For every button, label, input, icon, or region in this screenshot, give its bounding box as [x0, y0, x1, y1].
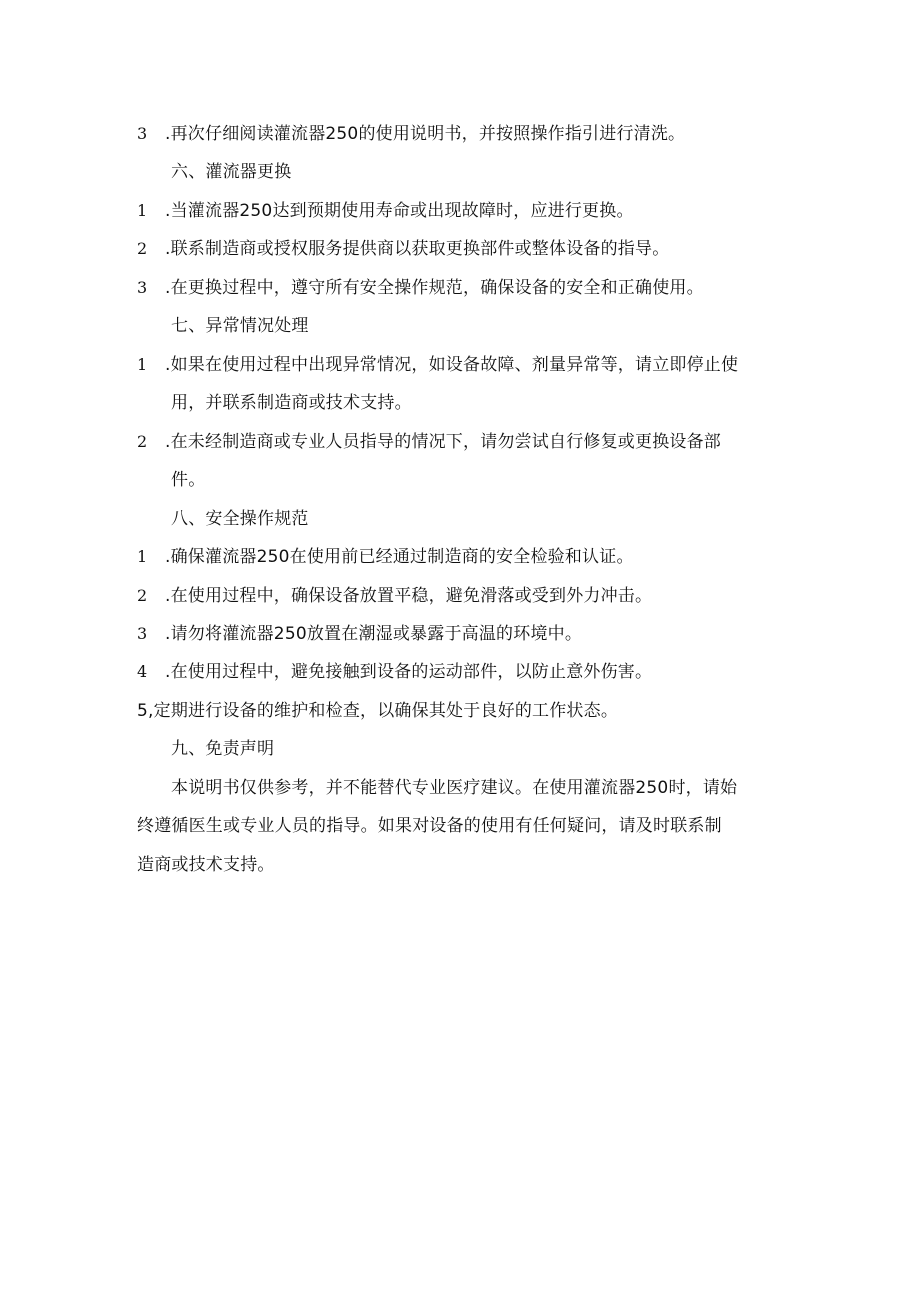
disclaimer-paragraph-line: 终遵循医生或专业人员的指导。如果对设备的使用有任何疑问，请及时联系制	[137, 816, 722, 836]
list-number: 3	[137, 624, 148, 643]
section-heading-9: 九、免责声明	[171, 739, 275, 759]
list-item	[137, 122, 685, 146]
list-text: .在使用过程中，避免接触到设备的运动部件，以防止意外伤害。	[165, 662, 653, 682]
list-item	[137, 430, 721, 454]
list-text: .在未经制造商或专业人员指导的情况下，请勿尝试自行修复或更换设备部	[165, 432, 722, 452]
list-number: 3	[137, 278, 148, 297]
list-text: .请勿将灌流器250放置在潮湿或暴露于高温的环境中。	[165, 624, 583, 644]
disclaimer-paragraph-line: 本说明书仅供参考，并不能替代专业医疗建议。在使用灌流器250时，请始	[171, 778, 738, 798]
list-text: .在更换过程中，遵守所有安全操作规范，确保设备的安全和正确使用。	[165, 278, 704, 298]
list-item: 5,定期进行设备的维护和检查，以确保其处于良好的工作状态。	[137, 701, 619, 721]
list-text: .再次仔细阅读灌流器250的使用说明书，并按照操作指引进行清洗。	[165, 124, 686, 144]
section-heading-8: 八、安全操作规范	[171, 509, 309, 529]
list-number: 3	[137, 124, 148, 143]
list-number: 4	[137, 662, 148, 681]
list-number: 2	[137, 586, 148, 605]
list-text: .确保灌流器250在使用前已经通过制造商的安全检验和认证。	[165, 547, 634, 567]
list-item-continuation: 用，并联系制造商或技术支持。	[171, 393, 412, 413]
list-item	[137, 545, 634, 569]
list-item	[137, 199, 634, 223]
list-item	[137, 237, 669, 261]
list-number: 2	[137, 432, 148, 451]
list-item	[137, 622, 582, 646]
section-heading-7: 七、异常情况处理	[171, 316, 309, 336]
list-number: 1	[137, 355, 148, 374]
list-text: .联系制造商或授权服务提供商以获取更换部件或整体设备的指导。	[165, 239, 670, 259]
list-item	[137, 584, 652, 608]
list-text: .当灌流器250达到预期使用寿命或出现故障时，应进行更换。	[165, 201, 634, 221]
list-number: 1	[137, 201, 148, 220]
list-item-continuation: 件。	[171, 470, 206, 490]
list-number: 1	[137, 547, 148, 566]
list-text: .在使用过程中，确保设备放置平稳，避免滑落或受到外力冲击。	[165, 586, 653, 606]
list-item	[137, 276, 704, 300]
section-heading-6: 六、灌流器更换	[171, 162, 292, 182]
disclaimer-paragraph-line: 造商或技术支持。	[137, 855, 275, 875]
list-number: 2	[137, 239, 148, 258]
list-item	[137, 660, 652, 684]
list-item	[137, 353, 738, 377]
list-text: .如果在使用过程中出现异常情况，如设备故障、剂量异常等，请立即停止使	[165, 355, 739, 375]
